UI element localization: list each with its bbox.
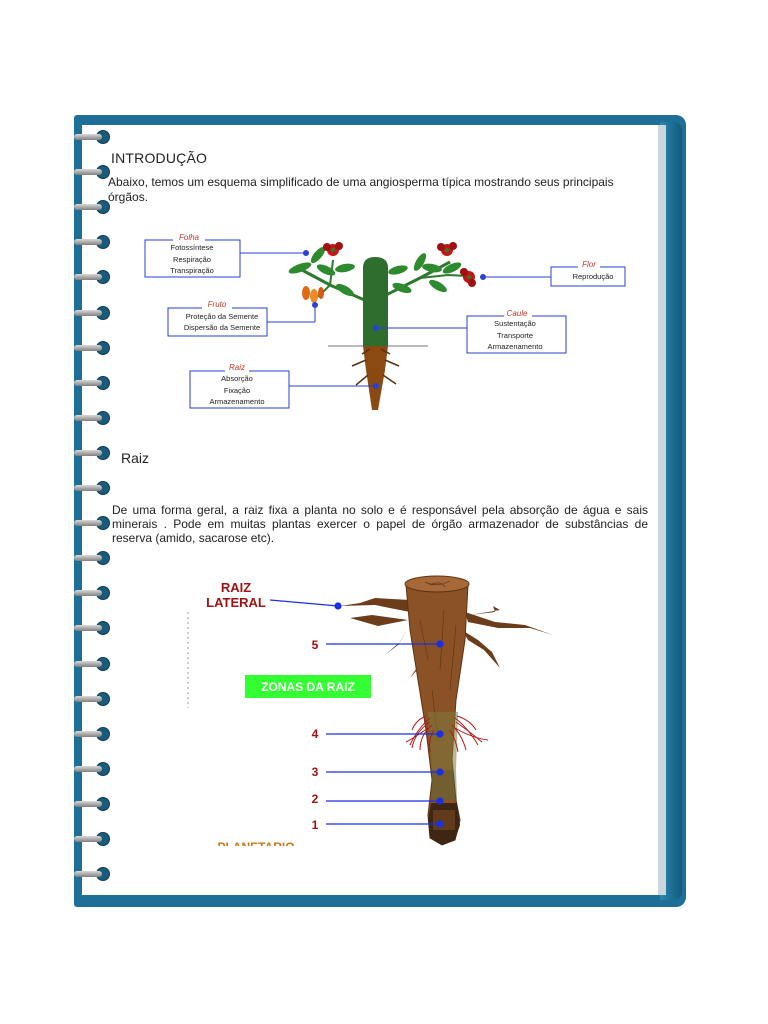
raiz-item: Absorção	[221, 374, 253, 383]
folha-callout	[145, 232, 240, 277]
fruits	[302, 286, 324, 303]
caule-item: Armazenamento	[487, 342, 543, 351]
fruto-item: Dispersão da Semente	[183, 323, 261, 332]
folha-item: Fotossíntese	[170, 243, 214, 252]
footer-clip	[217, 840, 294, 854]
flor-callout	[551, 259, 625, 286]
footer-partial-text: PLANETARIO	[217, 840, 295, 854]
root-zones-diagram	[188, 576, 553, 854]
folha-item: Transpiração	[170, 266, 214, 275]
raiz-lateral-label-line2: LATERAL	[206, 595, 266, 610]
fruto-item: Proteção da Semente	[185, 312, 259, 321]
flor-title: Flor	[582, 260, 596, 269]
raiz-paragraph: De uma forma geral, a raiz fixa a planta no solo e é responsável pela absorção de água e sais minerais . Pode em muitas plantas exercer o papel de órgão armazenador de substâncias de reserva (amido, sacarose etc).	[112, 503, 648, 545]
caule-callout	[467, 308, 566, 353]
flor-item: Reprodução	[572, 272, 614, 281]
raiz-callout	[190, 363, 289, 408]
caule-title: Caule	[506, 309, 528, 318]
zone-number-1: 1	[311, 818, 319, 832]
raiz-lateral-label-line1: RAIZ	[220, 580, 252, 595]
folha-title: Folha	[178, 233, 200, 242]
stem	[363, 257, 388, 346]
intro-paragraph: Abaixo, temos um esquema simplificado de uma angiosperma típica mostrando seus principais órgãos.	[108, 175, 614, 204]
fruto-callout	[168, 300, 267, 336]
folha-item: Respiração	[173, 255, 211, 264]
caule-item: Transporte	[497, 331, 533, 340]
zone-number-3: 3	[311, 765, 319, 779]
raiz-heading: Raiz	[121, 450, 150, 466]
elongation-zone-tint	[431, 770, 457, 800]
taproot	[363, 346, 388, 410]
raiz-title: Raiz	[228, 363, 246, 372]
root-top-cut	[405, 576, 469, 592]
zone-number-5: 5	[311, 638, 319, 652]
zonas-badge-text: ZONAS DA RAIZ	[261, 680, 355, 694]
root-cap-inner	[433, 810, 455, 830]
caule-item: Sustentação	[494, 319, 536, 328]
hair-zone-tint	[428, 712, 458, 770]
intro-heading: INTRODUÇÃO	[111, 150, 208, 166]
zone-number-4: 4	[311, 727, 319, 741]
raiz-item: Fixação	[223, 386, 251, 395]
zone-number-2: 2	[311, 792, 319, 806]
plant-diagram	[145, 232, 625, 410]
fruto-title: Fruto	[207, 300, 227, 309]
raiz-item: Armazenamento	[209, 397, 265, 406]
